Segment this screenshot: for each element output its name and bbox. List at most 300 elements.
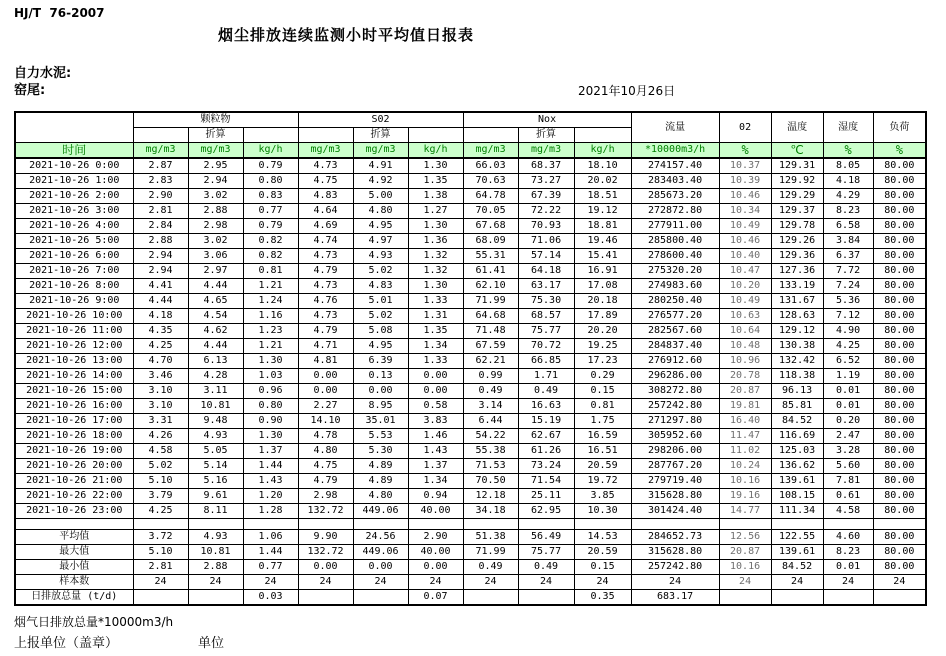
value-cell: 10.16 — [719, 474, 771, 489]
value-cell: 10.49 — [719, 219, 771, 234]
unit-cell-temperature: ℃ — [771, 143, 823, 159]
value-cell: 298206.00 — [631, 444, 719, 459]
unit-cell: kg/h — [574, 143, 631, 159]
value-cell: 16.91 — [574, 264, 631, 279]
value-cell: 4.78 — [298, 429, 353, 444]
value-cell — [353, 590, 408, 606]
row-label-cell: 2021-10-26 21:00 — [15, 474, 133, 489]
value-cell: 62.10 — [463, 279, 518, 294]
column-header-humidity: 湿度 — [823, 112, 873, 143]
value-cell: 0.81 — [574, 399, 631, 414]
value-cell: 66.85 — [518, 354, 574, 369]
value-cell: 80.00 — [873, 324, 926, 339]
value-cell: 12.56 — [719, 530, 771, 545]
value-cell: 4.62 — [188, 324, 243, 339]
unit-cell: mg/m3 — [188, 143, 243, 159]
value-cell: 80.00 — [873, 459, 926, 474]
value-cell: 17.89 — [574, 309, 631, 324]
value-cell: 0.61 — [823, 489, 873, 504]
value-cell: 4.18 — [133, 309, 188, 324]
value-cell: 4.73 — [298, 309, 353, 324]
value-cell: 0.82 — [243, 234, 298, 249]
value-cell: 1.27 — [408, 204, 463, 219]
value-cell: 0.79 — [243, 158, 298, 174]
value-cell: 4.79 — [298, 474, 353, 489]
unit-cell-flow: *10000m3/h — [631, 143, 719, 159]
value-cell — [823, 590, 873, 606]
value-cell: 0.00 — [298, 369, 353, 384]
value-cell: 1.35 — [408, 174, 463, 189]
value-cell: 3.10 — [133, 399, 188, 414]
table-row — [15, 264, 926, 279]
value-cell: 276912.60 — [631, 354, 719, 369]
value-cell: 1.34 — [408, 339, 463, 354]
converted-header-particulate: 折算 — [188, 128, 243, 143]
value-cell: 80.00 — [873, 264, 926, 279]
table-header — [15, 112, 926, 158]
row-label-cell: 2021-10-26 0:00 — [15, 158, 133, 174]
value-cell: 132.72 — [298, 545, 353, 560]
value-cell: 0.35 — [574, 590, 631, 606]
value-cell: 1.46 — [408, 429, 463, 444]
time-header: 时间 — [15, 143, 133, 159]
value-cell: 296286.00 — [631, 369, 719, 384]
value-cell: 129.31 — [771, 158, 823, 174]
value-cell: 2.98 — [188, 219, 243, 234]
blank-cell — [463, 128, 518, 143]
value-cell: 3.06 — [188, 249, 243, 264]
value-cell: 63.17 — [518, 279, 574, 294]
blank-cell — [574, 128, 631, 143]
value-cell: 70.50 — [463, 474, 518, 489]
value-cell: 1.21 — [243, 339, 298, 354]
value-cell — [518, 590, 574, 606]
value-cell: 4.81 — [298, 354, 353, 369]
value-cell: 280250.40 — [631, 294, 719, 309]
value-cell: 4.69 — [298, 219, 353, 234]
value-cell: 3.28 — [823, 444, 873, 459]
row-label-cell: 2021-10-26 14:00 — [15, 369, 133, 384]
value-cell: 24.56 — [353, 530, 408, 545]
value-cell: 3.79 — [133, 489, 188, 504]
value-cell: 315628.80 — [631, 489, 719, 504]
value-cell: 62.67 — [518, 429, 574, 444]
value-cell — [463, 590, 518, 606]
value-cell: 11.47 — [719, 429, 771, 444]
value-cell: 287767.20 — [631, 459, 719, 474]
value-cell — [133, 590, 188, 606]
value-cell: 2.27 — [298, 399, 353, 414]
value-cell: 1.24 — [243, 294, 298, 309]
value-cell: 10.34 — [719, 204, 771, 219]
value-cell: 0.00 — [408, 384, 463, 399]
value-cell: 66.03 — [463, 158, 518, 174]
value-cell: 0.20 — [823, 414, 873, 429]
value-cell: 10.46 — [719, 234, 771, 249]
value-cell: 16.51 — [574, 444, 631, 459]
value-cell: 128.63 — [771, 309, 823, 324]
value-cell: 4.25 — [133, 504, 188, 519]
value-cell: 1.44 — [243, 459, 298, 474]
value-cell: 1.36 — [408, 234, 463, 249]
value-cell — [188, 519, 243, 530]
value-cell: 4.58 — [823, 504, 873, 519]
value-cell: 132.72 — [298, 504, 353, 519]
value-cell: 10.96 — [719, 354, 771, 369]
value-cell: 5.14 — [188, 459, 243, 474]
value-cell: 1.44 — [243, 545, 298, 560]
value-cell: 24 — [188, 575, 243, 590]
value-cell: 4.80 — [298, 444, 353, 459]
value-cell: 62.21 — [463, 354, 518, 369]
unit-cell-o2: % — [719, 143, 771, 159]
value-cell: 0.90 — [243, 414, 298, 429]
value-cell: 1.21 — [243, 279, 298, 294]
value-cell — [631, 519, 719, 530]
unit-cell: mg/m3 — [298, 143, 353, 159]
value-cell: 84.52 — [771, 414, 823, 429]
value-cell — [719, 519, 771, 530]
row-label-cell: 2021-10-26 18:00 — [15, 429, 133, 444]
value-cell: 0.83 — [243, 189, 298, 204]
row-label-cell: 2021-10-26 9:00 — [15, 294, 133, 309]
value-cell: 4.35 — [133, 324, 188, 339]
value-cell: 10.47 — [719, 264, 771, 279]
summary-row — [15, 590, 926, 606]
value-cell: 55.31 — [463, 249, 518, 264]
value-cell: 4.70 — [133, 354, 188, 369]
value-cell: 4.73 — [298, 279, 353, 294]
row-label-cell: 2021-10-26 10:00 — [15, 309, 133, 324]
value-cell: 8.23 — [823, 204, 873, 219]
table-row — [15, 399, 926, 414]
value-cell: 2.88 — [188, 204, 243, 219]
header-row-groups — [15, 112, 926, 128]
value-cell: 136.62 — [771, 459, 823, 474]
row-label-cell: 最小值 — [15, 560, 133, 575]
value-cell: 449.06 — [353, 504, 408, 519]
group-header-nox: Nox — [463, 112, 631, 128]
value-cell: 68.37 — [518, 158, 574, 174]
table-row — [15, 444, 926, 459]
value-cell: 4.83 — [353, 279, 408, 294]
value-cell: 70.05 — [463, 204, 518, 219]
value-cell: 71.53 — [463, 459, 518, 474]
value-cell — [243, 519, 298, 530]
value-cell: 10.37 — [719, 158, 771, 174]
value-cell: 9.48 — [188, 414, 243, 429]
value-cell: 111.34 — [771, 504, 823, 519]
report-table — [14, 111, 927, 606]
value-cell: 2.94 — [188, 174, 243, 189]
value-cell: 34.18 — [463, 504, 518, 519]
column-header-o2: 02 — [719, 112, 771, 143]
value-cell: 129.37 — [771, 204, 823, 219]
value-cell: 17.23 — [574, 354, 631, 369]
value-cell: 1.28 — [243, 504, 298, 519]
value-cell: 3.84 — [823, 234, 873, 249]
value-cell: 10.20 — [719, 279, 771, 294]
value-cell: 308272.80 — [631, 384, 719, 399]
value-cell: 129.26 — [771, 234, 823, 249]
table-row — [15, 429, 926, 444]
value-cell — [133, 519, 188, 530]
value-cell: 10.48 — [719, 339, 771, 354]
value-cell: 118.38 — [771, 369, 823, 384]
value-cell: 8.11 — [188, 504, 243, 519]
value-cell: 24 — [873, 575, 926, 590]
value-cell: 274157.40 — [631, 158, 719, 174]
value-cell: 70.72 — [518, 339, 574, 354]
value-cell: 449.06 — [353, 545, 408, 560]
value-cell: 1.03 — [243, 369, 298, 384]
row-label-cell: 2021-10-26 11:00 — [15, 324, 133, 339]
value-cell: 1.16 — [243, 309, 298, 324]
value-cell: 0.49 — [518, 560, 574, 575]
value-cell: 4.79 — [298, 324, 353, 339]
value-cell: 279719.40 — [631, 474, 719, 489]
value-cell: 75.77 — [518, 324, 574, 339]
value-cell — [574, 519, 631, 530]
value-cell: 5.10 — [133, 545, 188, 560]
value-cell: 0.77 — [243, 204, 298, 219]
value-cell: 75.30 — [518, 294, 574, 309]
value-cell: 1.35 — [408, 324, 463, 339]
report-date: 2021年10月26日 — [578, 84, 676, 98]
value-cell: 10.16 — [719, 560, 771, 575]
reporting-unit-label: 上报单位（盖章） — [14, 636, 119, 651]
time-header-blank — [15, 112, 133, 143]
value-cell: 19.81 — [719, 399, 771, 414]
value-cell: 305952.60 — [631, 429, 719, 444]
table-row — [15, 219, 926, 234]
value-cell: 67.59 — [463, 339, 518, 354]
row-label-cell: 最大值 — [15, 545, 133, 560]
value-cell: 6.58 — [823, 219, 873, 234]
group-header-particulate: 颗粒物 — [133, 112, 298, 128]
row-label-cell: 2021-10-26 17:00 — [15, 414, 133, 429]
value-cell — [298, 590, 353, 606]
value-cell: 1.33 — [408, 354, 463, 369]
value-cell: 61.26 — [518, 444, 574, 459]
value-cell: 16.40 — [719, 414, 771, 429]
value-cell: 4.97 — [353, 234, 408, 249]
value-cell: 40.00 — [408, 504, 463, 519]
value-cell: 0.99 — [463, 369, 518, 384]
value-cell: 3.46 — [133, 369, 188, 384]
value-cell: 4.89 — [353, 474, 408, 489]
value-cell: 80.00 — [873, 384, 926, 399]
summary-rows — [15, 519, 926, 606]
value-cell: 1.30 — [243, 429, 298, 444]
value-cell: 24 — [133, 575, 188, 590]
value-cell: 4.26 — [133, 429, 188, 444]
value-cell: 80.00 — [873, 429, 926, 444]
value-cell: 2.94 — [133, 264, 188, 279]
value-cell: 4.75 — [298, 174, 353, 189]
doc-code: HJ/T 76-2007 — [14, 6, 105, 20]
value-cell: 5.16 — [188, 474, 243, 489]
value-cell: 5.00 — [353, 189, 408, 204]
value-cell: 16.59 — [574, 429, 631, 444]
value-cell: 284837.40 — [631, 339, 719, 354]
value-cell: 130.38 — [771, 339, 823, 354]
row-label-cell: 2021-10-26 19:00 — [15, 444, 133, 459]
value-cell: 35.01 — [353, 414, 408, 429]
value-cell: 73.27 — [518, 174, 574, 189]
value-cell: 80.00 — [873, 339, 926, 354]
value-cell — [298, 519, 353, 530]
value-cell: 0.00 — [353, 560, 408, 575]
value-cell: 12.18 — [463, 489, 518, 504]
table-row — [15, 489, 926, 504]
value-cell: 80.00 — [873, 354, 926, 369]
value-cell: 4.79 — [298, 264, 353, 279]
value-cell: 3.11 — [188, 384, 243, 399]
company-label: 自力水泥: — [14, 66, 72, 81]
value-cell: 5.08 — [353, 324, 408, 339]
row-label-cell: 2021-10-26 3:00 — [15, 204, 133, 219]
value-cell: 80.00 — [873, 444, 926, 459]
row-label-cell: 平均值 — [15, 530, 133, 545]
value-cell — [771, 590, 823, 606]
value-cell: 25.11 — [518, 489, 574, 504]
value-cell: 80.00 — [873, 474, 926, 489]
value-cell: 1.30 — [408, 219, 463, 234]
value-cell: 4.60 — [823, 530, 873, 545]
value-cell: 40.00 — [408, 545, 463, 560]
value-cell: 257242.80 — [631, 399, 719, 414]
value-cell: 24 — [518, 575, 574, 590]
value-cell: 15.41 — [574, 249, 631, 264]
value-cell: 285673.20 — [631, 189, 719, 204]
value-cell: 129.78 — [771, 219, 823, 234]
value-cell: 10.24 — [719, 459, 771, 474]
value-cell: 73.24 — [518, 459, 574, 474]
column-header-flow: 流量 — [631, 112, 719, 143]
value-cell: 2.88 — [188, 560, 243, 575]
value-cell: 2.81 — [133, 560, 188, 575]
value-cell: 5.05 — [188, 444, 243, 459]
value-cell: 4.54 — [188, 309, 243, 324]
value-cell: 4.83 — [298, 189, 353, 204]
value-cell: 1.75 — [574, 414, 631, 429]
value-cell: 4.95 — [353, 219, 408, 234]
value-cell: 14.10 — [298, 414, 353, 429]
value-cell: 0.00 — [408, 560, 463, 575]
value-cell: 71.06 — [518, 234, 574, 249]
row-label-cell: 2021-10-26 16:00 — [15, 399, 133, 414]
row-label-cell: 2021-10-26 6:00 — [15, 249, 133, 264]
value-cell: 80.00 — [873, 234, 926, 249]
value-cell: 14.77 — [719, 504, 771, 519]
value-cell: 0.77 — [243, 560, 298, 575]
value-cell: 68.09 — [463, 234, 518, 249]
value-cell: 1.30 — [408, 279, 463, 294]
value-cell: 0.01 — [823, 399, 873, 414]
blank-cell — [298, 128, 353, 143]
value-cell: 0.13 — [353, 369, 408, 384]
value-cell: 133.19 — [771, 279, 823, 294]
unit-cell-humidity: % — [823, 143, 873, 159]
value-cell: 3.14 — [463, 399, 518, 414]
value-cell: 2.95 — [188, 158, 243, 174]
value-cell: 80.00 — [873, 530, 926, 545]
value-cell: 19.16 — [719, 489, 771, 504]
value-cell: 18.81 — [574, 219, 631, 234]
value-cell: 80.00 — [873, 189, 926, 204]
value-cell — [873, 590, 926, 606]
value-cell: 1.43 — [408, 444, 463, 459]
value-cell: 10.30 — [574, 504, 631, 519]
value-cell — [188, 590, 243, 606]
table-row — [15, 174, 926, 189]
value-cell — [719, 590, 771, 606]
value-cell — [353, 519, 408, 530]
value-cell: 276577.20 — [631, 309, 719, 324]
value-cell: 70.63 — [463, 174, 518, 189]
value-cell: 0.81 — [243, 264, 298, 279]
table-row — [15, 294, 926, 309]
value-cell: 3.72 — [133, 530, 188, 545]
row-label-cell: 2021-10-26 20:00 — [15, 459, 133, 474]
value-cell: 1.19 — [823, 369, 873, 384]
value-cell: 274983.60 — [631, 279, 719, 294]
value-cell: 19.46 — [574, 234, 631, 249]
value-cell: 4.25 — [823, 339, 873, 354]
value-cell: 24 — [353, 575, 408, 590]
table-row — [15, 234, 926, 249]
column-header-temperature: 温度 — [771, 112, 823, 143]
value-cell: 272872.80 — [631, 204, 719, 219]
value-cell: 9.90 — [298, 530, 353, 545]
value-cell: 0.58 — [408, 399, 463, 414]
value-cell: 24 — [719, 575, 771, 590]
value-cell: 5.30 — [353, 444, 408, 459]
value-cell: 4.93 — [188, 429, 243, 444]
value-cell: 108.15 — [771, 489, 823, 504]
value-cell: 80.00 — [873, 369, 926, 384]
flue-gas-total-label: 烟气日排放总量*10000m3/h — [14, 615, 174, 629]
value-cell: 3.83 — [408, 414, 463, 429]
value-cell: 4.80 — [353, 204, 408, 219]
unit-cell: mg/m3 — [463, 143, 518, 159]
value-cell: 2.87 — [133, 158, 188, 174]
value-cell: 6.44 — [463, 414, 518, 429]
value-cell: 80.00 — [873, 309, 926, 324]
value-cell: 80.00 — [873, 489, 926, 504]
table-row — [15, 384, 926, 399]
value-cell: 4.95 — [353, 339, 408, 354]
value-cell: 122.55 — [771, 530, 823, 545]
table-row — [15, 339, 926, 354]
value-cell: 283403.40 — [631, 174, 719, 189]
value-cell: 116.69 — [771, 429, 823, 444]
value-cell: 2.90 — [133, 189, 188, 204]
value-cell: 4.92 — [353, 174, 408, 189]
value-cell: 277911.00 — [631, 219, 719, 234]
value-cell: 24 — [408, 575, 463, 590]
unit-cell: mg/m3 — [133, 143, 188, 159]
value-cell: 4.28 — [188, 369, 243, 384]
value-cell: 4.44 — [133, 294, 188, 309]
value-cell — [823, 519, 873, 530]
value-cell: 0.01 — [823, 384, 873, 399]
value-cell: 5.53 — [353, 429, 408, 444]
table-row — [15, 324, 926, 339]
table-row — [15, 459, 926, 474]
row-label-cell: 2021-10-26 2:00 — [15, 189, 133, 204]
